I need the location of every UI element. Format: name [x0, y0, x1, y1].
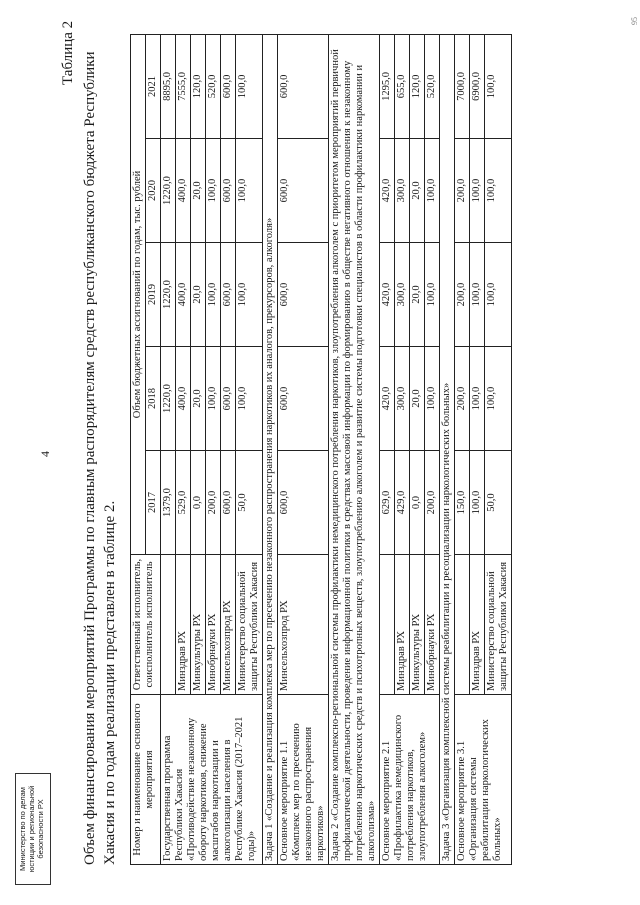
value-cell: 1220,0 [161, 347, 176, 451]
value-cell: 420,0 [380, 139, 395, 243]
value-cell: 600,0 [221, 347, 236, 451]
value-cell: 100,0 [425, 243, 440, 347]
value-cell: 0,0 [410, 451, 425, 555]
value-cell: 300,0 [395, 347, 410, 451]
table-row [161, 34, 176, 864]
value-cell: 100,0 [206, 139, 221, 243]
page-number: 4 [38, 451, 52, 457]
value-cell: 429,0 [395, 451, 410, 555]
value-cell: 600,0 [278, 243, 329, 347]
executor-cell: Минсельхозпрод РХ [221, 555, 236, 695]
header-year: 2018 [146, 347, 161, 451]
value-cell: 200,0 [455, 139, 470, 243]
executor-cell: Минздрав РХ [470, 555, 485, 695]
value-cell: 629,0 [380, 451, 395, 555]
executor-cell: Минкультуры РХ [410, 555, 425, 695]
task-3-title: Задача 3 «Организация комплексной системы реабилитации и ресоциализации наркологических больных» [440, 34, 455, 864]
value-cell: 1220,0 [161, 139, 176, 243]
value-cell: 100,0 [206, 347, 221, 451]
value-cell: 0,0 [191, 451, 206, 555]
ministry-stamp: Министерство по делам юстиции и региональной безопасности РХ [15, 773, 51, 885]
value-cell: 100,0 [470, 347, 485, 451]
value-cell: 600,0 [221, 451, 236, 555]
value-cell: 20,0 [191, 139, 206, 243]
value-cell: 120,0 [191, 34, 206, 138]
executor-cell: Министерство социальной защиты Республики Хакасия [236, 555, 263, 695]
value-cell: 20,0 [191, 347, 206, 451]
program-name: Государственная программа Республики Хакасия «Противодействие незаконному обороту наркотиков, снижение масштабов наркотизации и алкоголизации населения в Республике Хакасия (2017–2021 годы)» [161, 695, 263, 865]
executor-cell: Минздрав РХ [176, 555, 191, 695]
value-cell: 420,0 [380, 347, 395, 451]
value-cell: 100,0 [206, 243, 221, 347]
value-cell: 100,0 [485, 34, 512, 138]
value-cell: 6900,0 [470, 34, 485, 138]
header-name: Номер и наименование основного мероприятия [131, 695, 161, 865]
value-cell: 20,0 [410, 243, 425, 347]
value-cell: 100,0 [236, 139, 263, 243]
value-cell: 100,0 [236, 347, 263, 451]
intro-paragraph: Объем финансирования мероприятий Программы по главным распорядителям средств республиканского бюджета Республики Хакасия и по годам реализации представлен в таблице 2. [82, 51, 118, 865]
value-cell: 520,0 [206, 34, 221, 138]
value-cell: 420,0 [380, 243, 395, 347]
value-cell: 7555,0 [176, 34, 191, 138]
value-cell: 100,0 [425, 139, 440, 243]
value-cell: 120,0 [410, 34, 425, 138]
value-cell: 1220,0 [161, 243, 176, 347]
executor-cell [161, 555, 176, 695]
header-volume: Объем бюджетных ассигнований по годам, тыс. рублей [131, 34, 146, 554]
value-cell: 655,0 [395, 34, 410, 138]
value-cell: 100,0 [236, 243, 263, 347]
table-row [455, 34, 470, 864]
header-year: 2020 [146, 139, 161, 243]
executor-cell: Минздрав РХ [395, 555, 410, 695]
value-cell: 600,0 [221, 243, 236, 347]
executor-cell: Министерство социальной защиты Республики Хакасия [485, 555, 512, 695]
value-cell: 100,0 [236, 34, 263, 138]
value-cell: 400,0 [176, 243, 191, 347]
task-row [440, 34, 455, 864]
budget-table [130, 34, 512, 865]
value-cell: 50,0 [236, 451, 263, 555]
task-2-title: Задача 2 «Создание комплексно-региональной системы профилактики немедицинского потребления наркотиков, злоупотребления алкоголем с приоритетом мероприятий первичной профилактической деятельности, проведение информационной политики в средствах массовой информации по формированию в обществе негативного отношения к незаконному потреблению наркотических средств и психотропных веществ, злоупотреблению алкоголем и развитие системы подготовки специалистов в области профилактики наркомании и алкоголизма» [329, 34, 380, 864]
value-cell: 200,0 [206, 451, 221, 555]
value-cell: 200,0 [425, 451, 440, 555]
value-cell: 100,0 [485, 347, 512, 451]
value-cell: 400,0 [176, 139, 191, 243]
side-mark: 95 [630, 17, 639, 25]
value-cell: 600,0 [278, 34, 329, 138]
value-cell: 600,0 [278, 139, 329, 243]
task-1-title: Задача 1 «Создание и реализация комплекса мер по пресечению незаконного распространения наркотиков их аналогов, прекурсоров, алкоголя» [263, 34, 278, 864]
value-cell: 7000,0 [455, 34, 470, 138]
value-cell: 150,0 [455, 451, 470, 555]
value-cell: 100,0 [425, 347, 440, 451]
value-cell: 1295,0 [380, 34, 395, 138]
table-row [380, 34, 395, 864]
value-cell: 300,0 [395, 139, 410, 243]
value-cell: 520,0 [425, 34, 440, 138]
value-cell: 200,0 [455, 347, 470, 451]
value-cell: 600,0 [278, 451, 329, 555]
header-executor: Ответственный исполнитель, соисполнитель исполнитель [131, 555, 161, 695]
value-cell: 100,0 [470, 139, 485, 243]
executor-cell [380, 555, 395, 695]
header-year: 2021 [146, 34, 161, 138]
value-cell: 600,0 [221, 139, 236, 243]
value-cell: 200,0 [455, 243, 470, 347]
value-cell: 100,0 [485, 139, 512, 243]
task-row [263, 34, 278, 864]
value-cell: 600,0 [278, 347, 329, 451]
executor-cell [455, 555, 470, 695]
value-cell: 50,0 [485, 451, 512, 555]
table-row [278, 34, 329, 864]
header-year: 2019 [146, 243, 161, 347]
value-cell: 100,0 [470, 451, 485, 555]
executor-cell: Минобрнауки РХ [206, 555, 221, 695]
value-cell: 529,0 [176, 451, 191, 555]
executor-cell: Минкультуры РХ [191, 555, 206, 695]
value-cell: 400,0 [176, 347, 191, 451]
value-cell: 1379,0 [161, 451, 176, 555]
measure-2-1: Основное мероприятие 2.1 «Профилактика немедицинского потребления наркотиков, злоупотребления алкоголем» [380, 695, 440, 865]
value-cell: 20,0 [191, 243, 206, 347]
value-cell: 100,0 [470, 243, 485, 347]
header-year: 2017 [146, 451, 161, 555]
value-cell: 8895,0 [161, 34, 176, 138]
measure-1-1: Основное мероприятие 1.1 «Комплекс мер по пресечению незаконного распространения наркотиков» [278, 695, 329, 865]
executor-cell: Минсельхозпрод РХ [278, 555, 329, 695]
value-cell: 20,0 [410, 347, 425, 451]
value-cell: 600,0 [221, 34, 236, 138]
task-row [329, 34, 380, 864]
value-cell: 20,0 [410, 139, 425, 243]
table-caption: Таблица 2 [60, 20, 76, 85]
value-cell: 100,0 [485, 243, 512, 347]
executor-cell: Минобрнауки РХ [425, 555, 440, 695]
value-cell: 300,0 [395, 243, 410, 347]
measure-3-1: Основное мероприятие 3.1 «Организация системы реабилитации наркологических больных» [455, 695, 512, 865]
